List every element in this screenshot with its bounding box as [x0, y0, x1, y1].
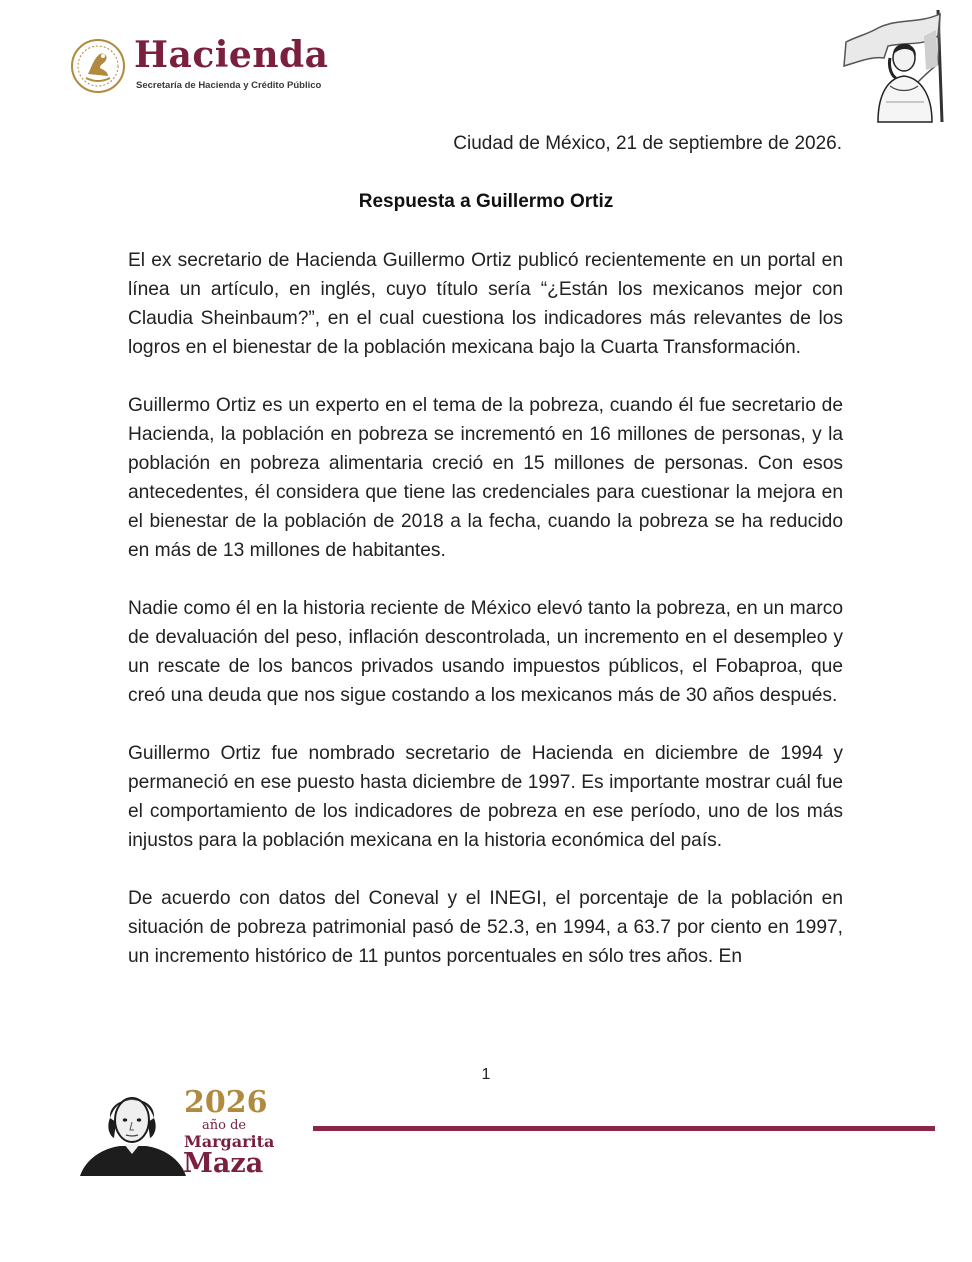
paragraph: Guillermo Ortiz es un experto en el tema de la pobreza, cuando él fue secretario de Hacienda, la población en pobreza se incrementó en 16 millones de personas, y la población en pobreza alimentaria creció en 15 millones de personas. Con esos antecedentes, él considera que tiene las credenciales para cuestionar la mejora en el bienestar de la población de 2018 a la fecha, cuando la pobreza se ha reducido en más de 13 millones de habitantes.: [128, 395, 843, 561]
page-number: 1: [481, 1066, 491, 1083]
paragraph: El ex secretario de Hacienda Guillermo Ortiz publicó recientemente en un portal en línea un artículo, en inglés, cuyo título sería “¿Están los mexicanos mejor con Claudia Sheinbaum?”, en el cual cuestiona los indicadores más relevantes de los logros en el bienestar de la población mexicana bajo la Cuarta Transformación.: [128, 250, 843, 358]
brand-name: Hacienda: [134, 34, 329, 76]
document-title: Respuesta a Guillermo Ortiz: [358, 191, 614, 212]
hacienda-logo: [70, 36, 360, 96]
heroine-with-flag-illustration: [838, 6, 950, 124]
footer-divider: [313, 1126, 935, 1131]
paragraph: Nadie como él en la historia reciente de México elevó tanto la pobreza, en un marco de devaluación del peso, inflación descontrolada, un incremento en el desempleo y un rescate de los bancos privados usando impuestos públicos, el Fobaproa, que creó una deuda que nos sigue costando a los mexicanos más de 30 años después.: [128, 598, 843, 706]
date-line: Ciudad de México, 21 de septiembre de 2026.: [453, 133, 842, 154]
year-subtitle: año de: [202, 1118, 247, 1133]
paragraph: De acuerdo con datos del Coneval y el INEGI, el porcentaje de la población en situación de pobreza patrimonial pasó de 52.3, en 1994, a 63.7 por ciento en 1997, un incremento histórico de 11 puntos porcentuales en sólo tres años. En: [128, 888, 843, 967]
honoree-first-name: Margarita: [184, 1132, 275, 1151]
coat-of-arms-seal-icon: [70, 38, 126, 94]
paragraph: Guillermo Ortiz fue nombrado secretario de Hacienda en diciembre de 1994 y permaneció en ese puesto hasta diciembre de 1997. Es importante mostrar cuál fue el comportamiento de los indicadores de pobreza en ese período, uno de los más injustos para la población mexicana en la historia económica del país.: [128, 743, 843, 851]
honoree-last-name: Maza: [183, 1148, 264, 1179]
woman-portrait-illustration: [80, 1082, 186, 1176]
document-body: [128, 246, 843, 1000]
year-label: 2026: [184, 1085, 268, 1120]
brand-subtitle: Secretaría de Hacienda y Crédito Público: [136, 80, 322, 91]
